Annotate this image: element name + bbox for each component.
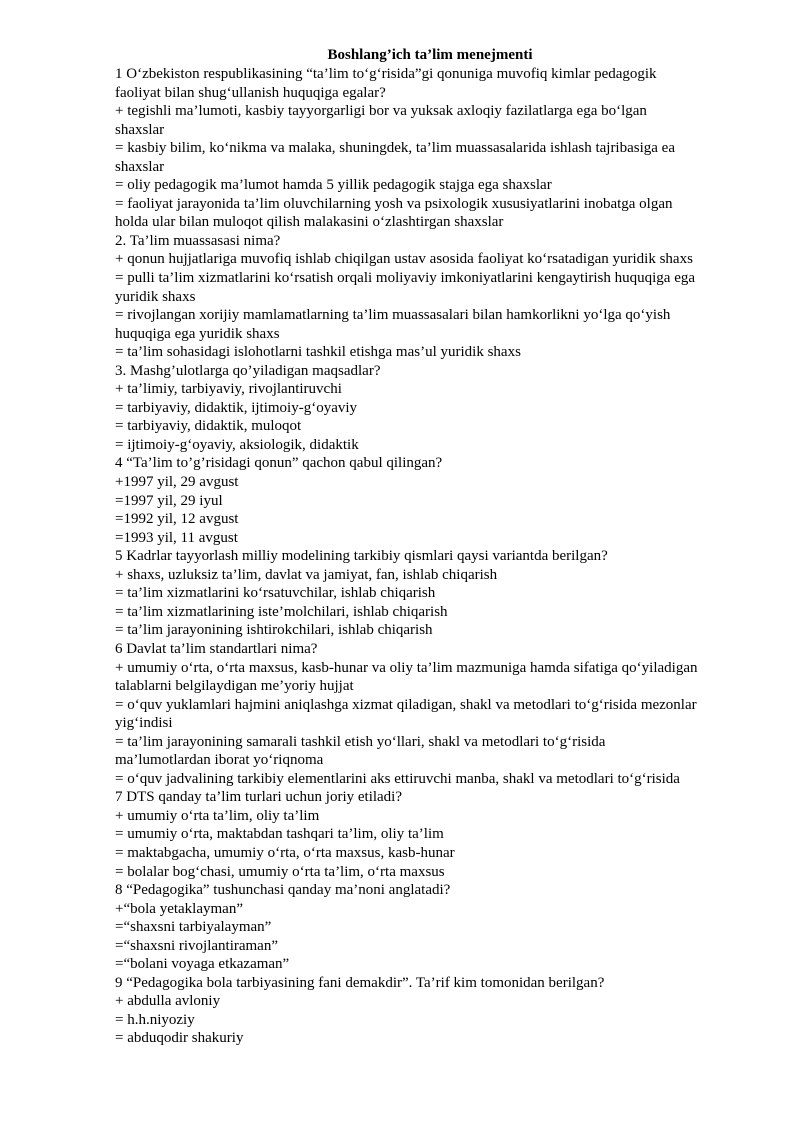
correct-answer-line: + umumiy o‘rta, o‘rta maxsus, kasb-hunar va oliy ta’lim mazmuniga hamda sifatiga qo‘yiladigan (115, 659, 698, 676)
text-line: huquqiga ega yuridik shaxs (115, 325, 280, 342)
answer-option-line: = ijtimoiy-g‘oyaviy, aksiologik, didaktik (115, 436, 359, 453)
correct-answer-line: + umumiy o‘rta ta’lim, oliy ta’lim (115, 807, 320, 824)
answer-option-line: =“shaxsni tarbiyalayman” (115, 919, 272, 936)
document-body (115, 65, 745, 1048)
text-line: shaxslar (115, 121, 165, 138)
correct-answer-line: + shaxs, uzluksiz ta’lim, davlat va jamiyat, fan, ishlab chiqarish (115, 566, 498, 583)
answer-option-line: = o‘quv jadvalining tarkibiy elementlarini aks ettiruvchi manba, shakl va metodlari to‘g‘risida (115, 770, 680, 787)
question-line: 1 O‘zbekiston respublikasining “ta’lim to‘g‘risida”gi qonuniga muvofiq kimlar pedagogik (115, 66, 657, 82)
question-line: 5 Kadrlar tayyorlash milliy modelining tarkibiy qismlari qaysi variantda berilgan? (115, 548, 608, 565)
answer-option-line: =1992 yil, 12 avgust (115, 511, 239, 528)
document-page (115, 46, 745, 1048)
answer-option-line: =“shaxsni rivojlantiraman” (115, 937, 278, 954)
correct-answer-line: +“bola yetaklayman” (115, 900, 243, 917)
answer-option-line: = o‘quv yuklamlari hajmini aniqlashga xizmat qiladigan, shakl va metodlari to‘g‘risida mezonlar (115, 696, 697, 713)
answer-option-line: = tarbiyaviy, didaktik, ijtimoiy-g‘oyaviy (115, 399, 358, 416)
answer-option-line: =“bolani voyaga etkazaman” (115, 956, 290, 973)
question-line: 8 “Pedagogika” tushunchasi qanday ma’noni anglatadi? (115, 882, 451, 899)
question-line: 3. Mashg’ulotlarga qo’yiladigan maqsadlar? (115, 362, 381, 379)
correct-answer-line: +1997 yil, 29 avgust (115, 474, 239, 491)
question-line: 4 “Ta’lim to’g’risidagi qonun” qachon qabul qilingan? (115, 455, 443, 472)
text-line: talablarni belgilaydigan me’yoriy hujjat (115, 678, 354, 695)
answer-option-line: = h.h.niyoziy (115, 1011, 195, 1028)
answer-option-line: = oliy pedagogik ma’lumot hamda 5 yillik pedagogik stajga ega shaxslar (115, 177, 552, 194)
question-line: 6 Davlat ta’lim standartlari nima? (115, 640, 318, 657)
question-line: 9 “Pedagogika bola tarbiyasining fani demakdir”. Ta’rif kim tomonidan berilgan? (115, 974, 605, 991)
answer-option-line: = pulli ta’lim xizmatlarini ko‘rsatish orqali moliyaviy imkoniyatlarini kengaytirish huquqiga ega (115, 270, 696, 287)
answer-option-line: = ta’lim xizmatlarining iste’molchilari, ishlab chiqarish (115, 603, 448, 620)
text-line: ma’lumotlardan iborat yo‘riqnoma (115, 752, 324, 769)
question-line: 7 DTS qanday ta’lim turlari uchun joriy etiladi? (115, 789, 403, 806)
document-title: Boshlang’ich ta’lim menejmenti (327, 47, 533, 63)
correct-answer-line: + qonun hujjatlariga muvofiq ishlab chiqilgan ustav asosida faoliyat ko‘rsatadigan yuridik shaxs (115, 251, 693, 268)
answer-option-line: = maktabgacha, umumiy o‘rta, o‘rta maxsus, kasb-hunar (115, 844, 455, 861)
text-line: faoliyat bilan shug‘ullanish huquqiga egalar? (115, 84, 386, 101)
answer-option-line: = abduqodir shakuriy (115, 1030, 244, 1047)
answer-option-line: = ta’lim jarayonining ishtirokchilari, ishlab chiqarish (115, 622, 433, 639)
text-line: yig‘indisi (115, 715, 173, 732)
answer-option-line: = bolalar bog‘chasi, umumiy o‘rta ta’lim, o‘rta maxsus (115, 863, 445, 880)
answer-option-line: = faoliyat jarayonida ta’lim oluvchilarning yosh va psixologik xususiyatlarini inobatga olgan (115, 195, 673, 212)
answer-option-line: = ta’lim jarayonining samarali tashkil etish yo‘llari, shakl va metodlari to‘g‘risida (115, 733, 606, 750)
correct-answer-line: + abdulla avloniy (115, 993, 221, 1010)
answer-option-line: = kasbiy bilim, ko‘nikma va malaka, shuningdek, ta’lim muassasalarida ishlash tajribasiga ea (115, 140, 675, 157)
answer-option-line: = ta’lim xizmatlarini ko‘rsatuvchilar, ishlab chiqarish (115, 585, 436, 602)
question-line: 2. Ta’lim muassasasi nima? (115, 232, 281, 249)
text-line: holda ular bilan muloqot qilish malakasini o‘zlashtirgan shaxslar (115, 214, 504, 231)
text-line: shaxslar (115, 158, 165, 175)
answer-option-line: = umumiy o‘rta, maktabdan tashqari ta’lim, oliy ta’lim (115, 826, 444, 843)
correct-answer-line: + ta’limiy, tarbiyaviy, rivojlantiruvchi (115, 381, 342, 398)
correct-answer-line: + tegishli ma’lumoti, kasbiy tayyorgarligi bor va yuksak axloqiy fazilatlarga ega bo‘lgan (115, 103, 647, 120)
text-line: yuridik shaxs (115, 288, 196, 305)
answer-option-line: = ta’lim sohasidagi islohotlarni tashkil etishga mas’ul yuridik shaxs (115, 344, 521, 361)
answer-option-line: =1997 yil, 29 iyul (115, 492, 223, 509)
answer-option-line: =1993 yil, 11 avgust (115, 529, 238, 546)
answer-option-line: = tarbiyaviy, didaktik, muloqot (115, 418, 302, 435)
answer-option-line: = rivojlangan xorijiy mamlamatlarning ta’lim muassasalari bilan hamkorlikni yo‘lga qo‘yish (115, 307, 671, 324)
